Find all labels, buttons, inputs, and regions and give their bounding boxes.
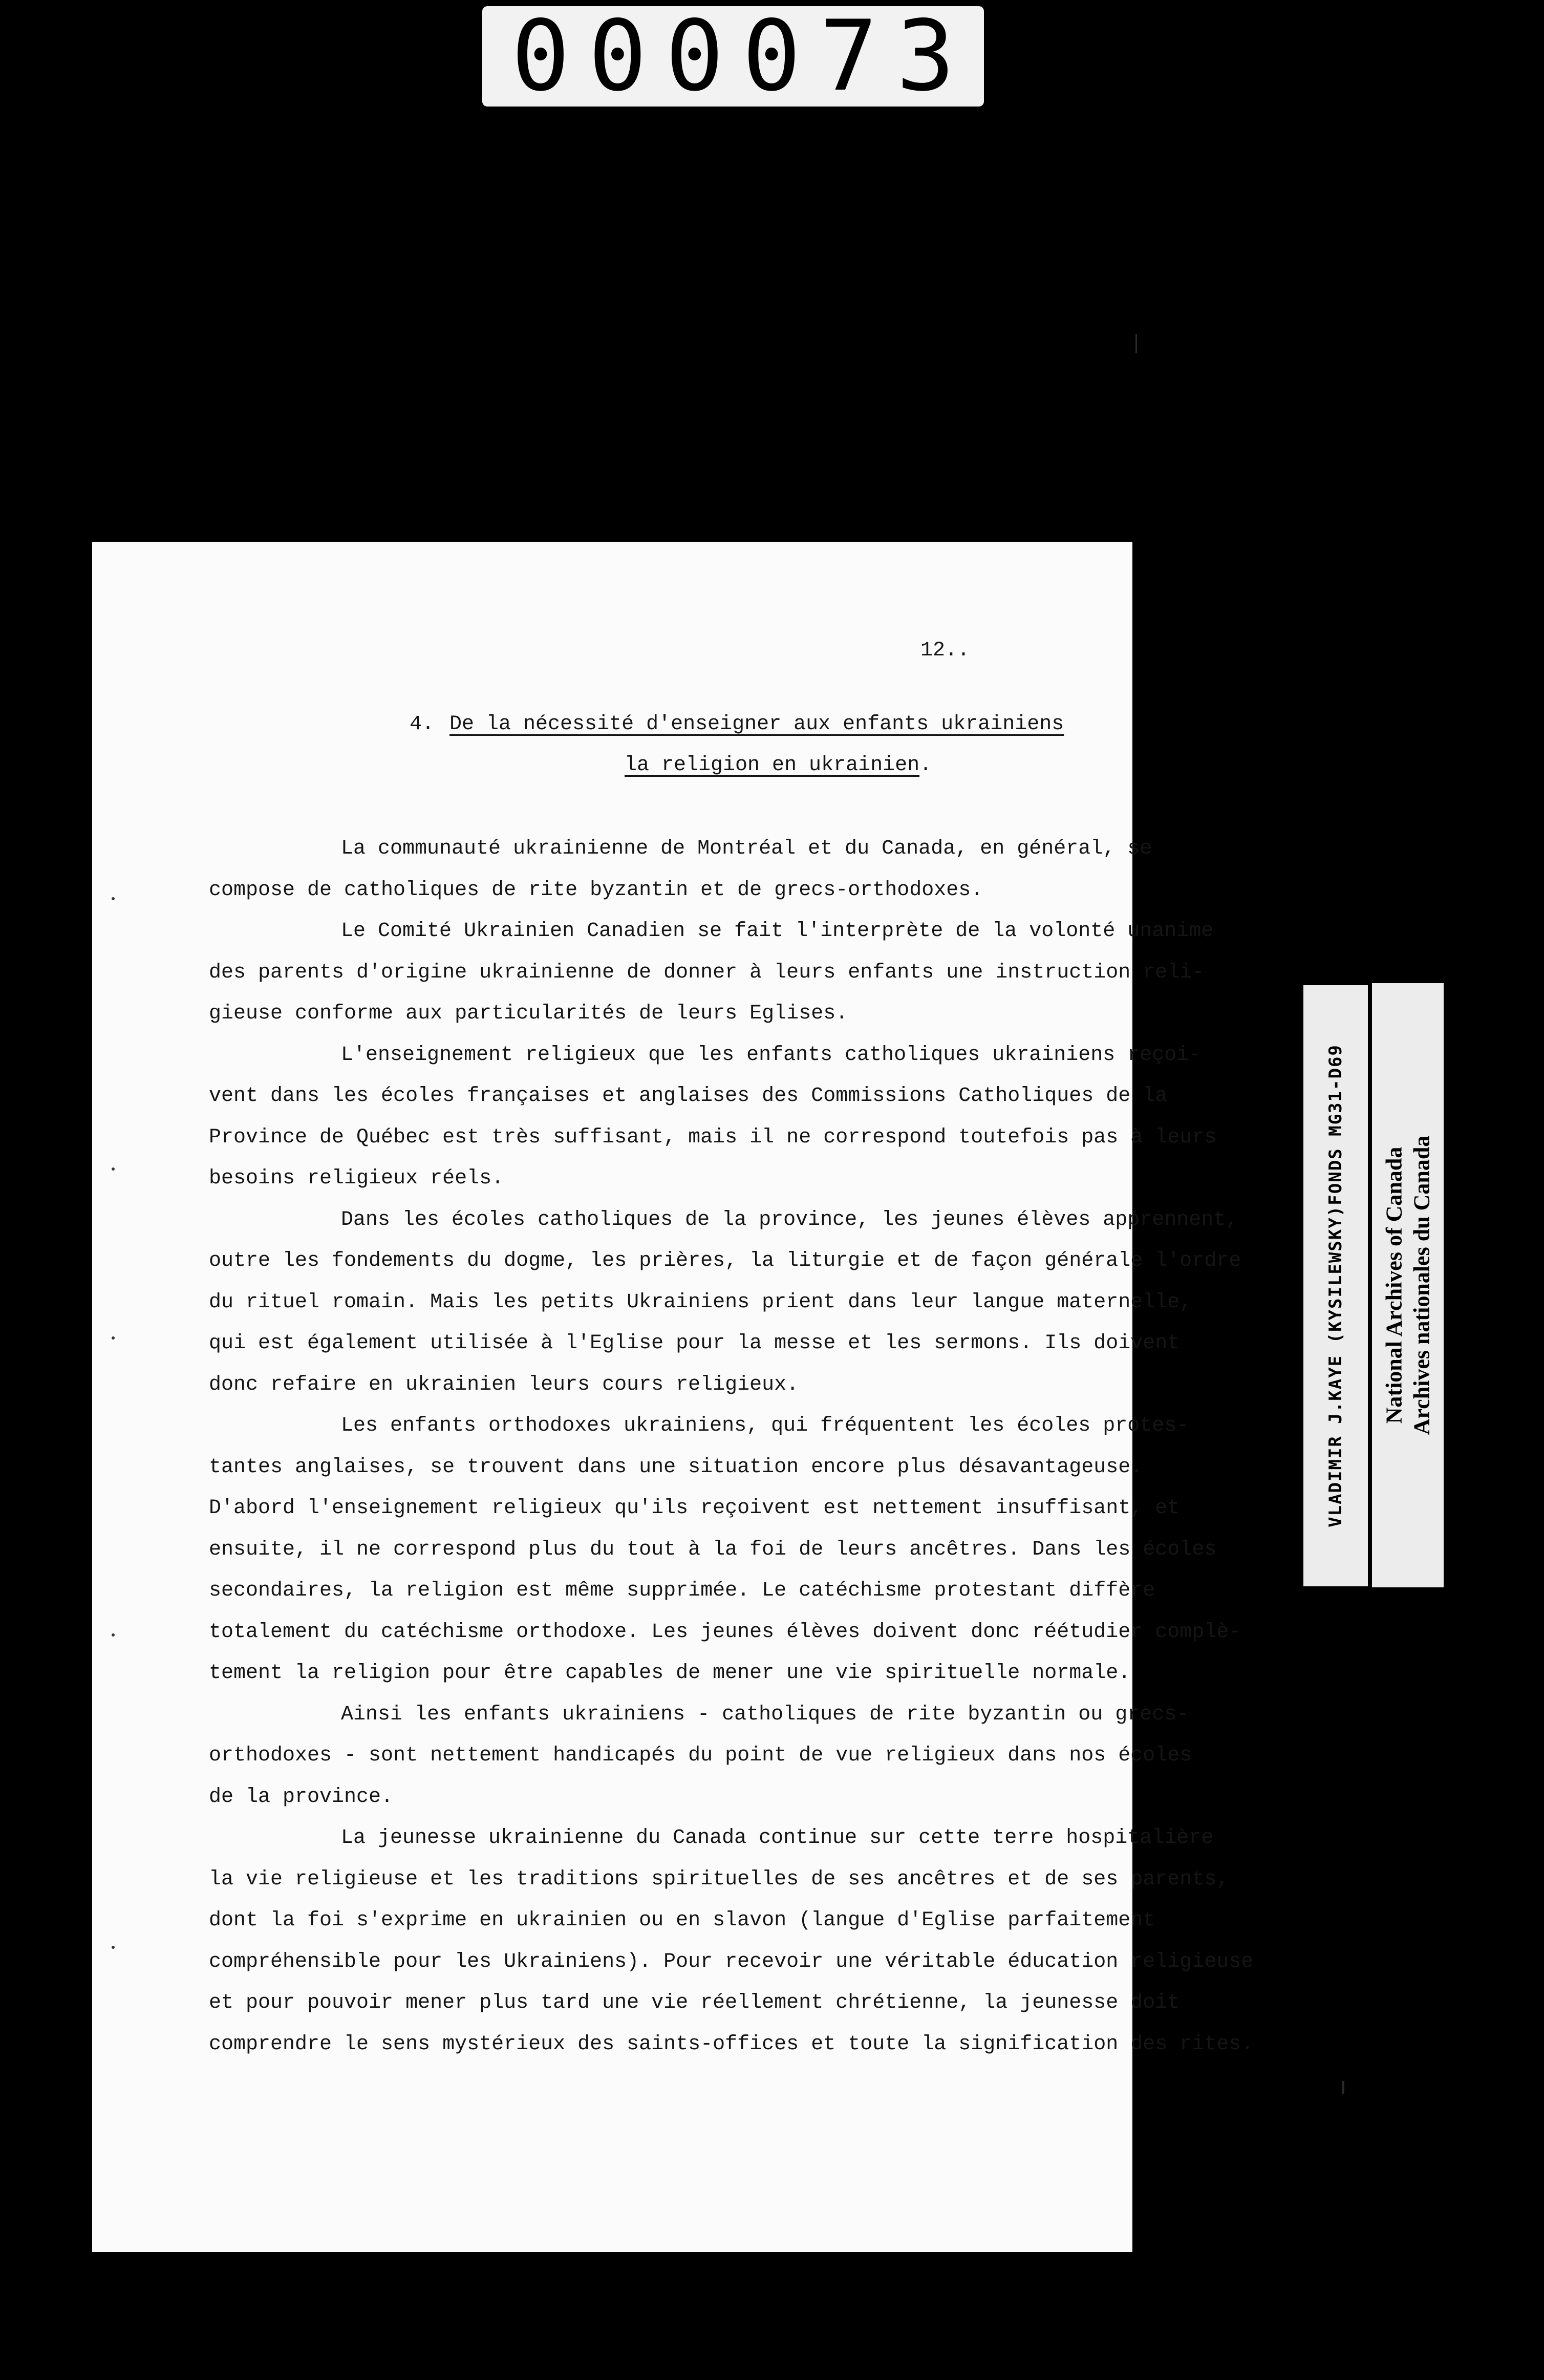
text-line: du rituel romain. Mais les petits Ukrainiens prient dans leur langue maternelle, bbox=[209, 1290, 1192, 1314]
text-line: ensuite, il ne correspond plus du tout à la foi de leurs ancêtres. Dans les écoles bbox=[209, 1538, 1217, 1561]
margin-dot bbox=[112, 1336, 115, 1340]
frame-counter bbox=[482, 0, 984, 113]
text-line: vent dans les écoles françaises et anglaises des Commissions Catholiques de la bbox=[209, 1085, 1168, 1108]
section-title-part-2: la religion en ukrainien bbox=[625, 754, 920, 777]
text-line: et pour pouvoir mener plus tard une vie réellement chrétienne, la jeunesse doit bbox=[209, 1991, 1180, 2014]
margin-dot bbox=[112, 1167, 115, 1171]
text-line: totalement du catéchisme orthodoxe. Les jeunes élèves doivent donc réétudier complè- bbox=[209, 1620, 1241, 1644]
text-line: Province de Québec est très suffisant, mais il ne correspond toutefois pas à leurs bbox=[209, 1125, 1217, 1149]
text-line: Le Comité Ukrainien Canadien se fait l'interprète de la volonté unanime bbox=[341, 920, 1214, 943]
archives-label bbox=[1372, 983, 1444, 1587]
archives-label-text bbox=[1380, 1136, 1435, 1435]
text-line: outre les fondements du dogme, les prières, la liturgie et de façon générale l'ordre bbox=[209, 1249, 1241, 1272]
text-line: tantes anglaises, se trouvent dans une situation encore plus désavantageuse. bbox=[209, 1455, 1143, 1479]
document-page bbox=[92, 542, 1254, 2252]
page-number: 12.. bbox=[920, 639, 970, 662]
margin-dot bbox=[112, 1946, 115, 1949]
section-heading-line-2 bbox=[625, 754, 932, 777]
text-line: la vie religieuse et les traditions spirituelles de ses ancêtres et de ses parents, bbox=[209, 1867, 1229, 1891]
section-title-part-1: De la nécessité d'enseigner aux enfants ukrainiens bbox=[449, 713, 1064, 736]
film-scratch bbox=[1342, 2081, 1344, 2094]
text-line: Ainsi les enfants ukrainiens - catholiques de rite byzantin ou grecs- bbox=[341, 1703, 1189, 1726]
text-line: compréhensible pour les Ukrainiens). Pour recevoir une véritable éducation religieuse bbox=[209, 1950, 1254, 1973]
text-line: tement la religion pour être capables de mener une vie spirituelle normale. bbox=[209, 1662, 1131, 1685]
text-line: Les enfants orthodoxes ukrainiens, qui fréquentent les écoles protes- bbox=[341, 1414, 1189, 1437]
text-line: des parents d'origine ukrainienne de donner à leurs enfants une instruction reli- bbox=[209, 961, 1205, 984]
margin-dot bbox=[112, 1633, 115, 1637]
text-line: compose de catholiques de rite byzantin et de grecs-orthodoxes. bbox=[209, 878, 983, 902]
archives-label-english: National Archives of Canada bbox=[1381, 1146, 1406, 1424]
section-heading-line-1 bbox=[410, 713, 1064, 736]
section-title-period: . bbox=[919, 754, 932, 777]
text-line: La jeunesse ukrainienne du Canada continue sur cette terre hospitalière bbox=[341, 1826, 1214, 1850]
text-line: comprendre le sens mystérieux des saints-offices et toute la signification des rites. bbox=[209, 2032, 1254, 2056]
archives-label-french: Archives nationales du Canada bbox=[1409, 1135, 1434, 1435]
text-line: La communauté ukrainienne de Montréal et du Canada, en général, se bbox=[341, 837, 1152, 860]
text-line: orthodoxes - sont nettement handicapés du point de vue religieux dans nos écoles bbox=[209, 1744, 1192, 1767]
text-line: qui est également utilisée à l'Eglise pour la messe et les sermons. Ils doivent bbox=[209, 1332, 1180, 1355]
text-line: Dans les écoles catholiques de la province, les jeunes élèves apprennent, bbox=[341, 1208, 1238, 1231]
text-line: de la province. bbox=[209, 1785, 394, 1809]
section-number: 4. bbox=[410, 713, 435, 736]
text-line: secondaires, la religion est même supprimée. Le catéchisme protestant diffère bbox=[209, 1579, 1155, 1602]
text-line: donc refaire en ukrainien leurs cours religieux. bbox=[209, 1373, 799, 1396]
fonds-label bbox=[1303, 985, 1368, 1586]
margin-dot bbox=[112, 897, 115, 900]
text-line: gieuse conforme aux particularités de leurs Eglises. bbox=[209, 1002, 848, 1025]
text-line: L'enseignement religieux que les enfants catholiques ukrainiens reçoi- bbox=[341, 1043, 1202, 1067]
text-line: besoins religieux réels. bbox=[209, 1167, 504, 1190]
fonds-label-text: VLADIMIR J.KAYE (KYSILEWSKY)FONDS MG31-D69 bbox=[1325, 1044, 1346, 1527]
text-line: D'abord l'enseignement religieux qu'ils reçoivent est nettement insuffisant, et bbox=[209, 1497, 1180, 1520]
film-scratch bbox=[1135, 334, 1137, 353]
text-line: dont la foi s'exprime en ukrainien ou en slavon (langue d'Eglise parfaitement bbox=[209, 1909, 1155, 1932]
body-text bbox=[209, 828, 1254, 2065]
frame-number: 000073 bbox=[511, 0, 974, 113]
